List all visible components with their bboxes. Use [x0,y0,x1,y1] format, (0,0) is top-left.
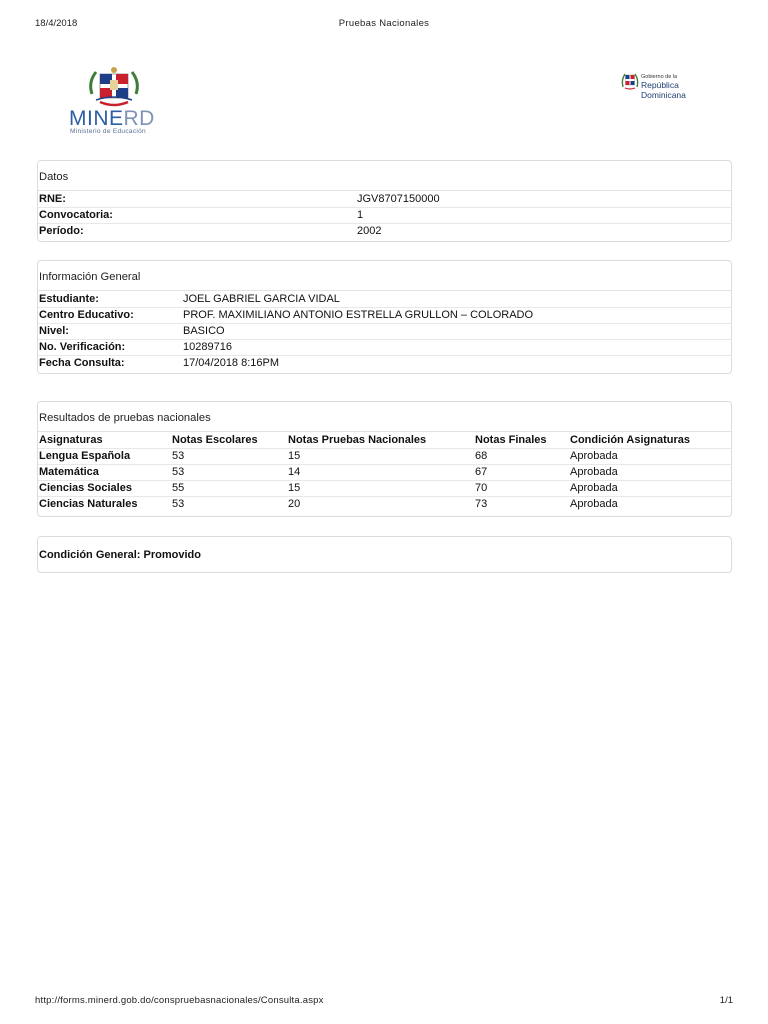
gobierno-small-text: Gobierno de la [641,74,678,80]
table-row [38,355,731,371]
subject-cell: Ciencias Naturales [38,496,171,512]
table-cell: 70 [474,480,569,496]
field-value: PROF. MAXIMILIANO ANTONIO ESTRELLA GRULLON – COLORADO [182,307,731,323]
resultados-panel [37,401,732,517]
field-label: No. Verificación: [38,339,182,355]
table-cell: Aprobada [569,480,731,496]
table-cell: 73 [474,496,569,512]
table-row [38,207,731,223]
table-cell: 20 [287,496,474,512]
minerd-subtitle: Ministerio de Educación [70,128,146,135]
datos-table [38,191,731,239]
print-header [35,18,733,32]
field-label: Estudiante: [39,292,99,305]
page-count: 1/1 [719,995,733,1006]
informacion-table [38,291,731,371]
table-cell: 15 [287,480,474,496]
column-header: Notas Escolares [172,433,258,446]
table-cell: 68 [474,448,569,464]
field-label: Centro Educativo: [38,307,182,323]
field-value: 1 [356,207,731,223]
subject-cell: Lengua Española [38,448,171,464]
table-cell: 53 [171,464,287,480]
field-label: Período: [38,223,356,239]
table-cell: 67 [474,464,569,480]
column-header: Notas Pruebas Nacionales [288,433,427,446]
table-cell: Aprobada [569,496,731,512]
print-url: http://forms.minerd.gob.do/conspruebasnacionales/Consulta.aspx [35,995,324,1006]
field-value: 10289716 [182,339,731,355]
table-cell: Aprobada [569,464,731,480]
coat-of-arms-icon [66,64,162,110]
condicion-general: Condición General: Promovido [39,549,201,561]
table-row [38,339,731,355]
print-title: Pruebas Nacionales [338,18,430,29]
table-row [38,464,731,480]
field-label: Fecha Consulta: [38,355,182,371]
field-value: BASICO [182,323,731,339]
field-label: RNE: [39,192,66,205]
field-value: 17/04/2018 8:16PM [182,355,731,371]
field-value: 2002 [356,223,731,239]
table-header-row [38,432,731,448]
informacion-title: Información General [38,261,731,291]
table-row [38,307,731,323]
column-header: Notas Finales [475,433,547,446]
column-header: Condición Asignaturas [570,433,690,446]
table-row [38,323,731,339]
field-label: Nivel: [38,323,182,339]
table-row [38,480,731,496]
table-cell: 53 [171,448,287,464]
gobierno-big-text: República Dominicana [641,80,686,100]
datos-title: Datos [38,161,731,191]
field-label: Convocatoria: [38,207,356,223]
table-row [38,223,731,239]
datos-panel [37,160,732,242]
table-cell: 55 [171,480,287,496]
print-date: 18/4/2018 [35,18,78,29]
minerd-logo [66,64,162,136]
subject-cell: Ciencias Sociales [38,480,171,496]
gobierno-logo [620,71,720,100]
table-row [38,496,731,512]
table-row [38,448,731,464]
table-cell: Aprobada [569,448,731,464]
field-value: JGV8707150000 [357,192,440,205]
print-footer [35,995,733,1009]
coat-of-arms-icon [620,71,640,91]
field-value: JOEL GABRIEL GARCIA VIDAL [183,292,340,305]
resultados-table [38,432,731,512]
table-row [38,191,731,207]
minerd-wordmark: MINERD [69,107,155,130]
informacion-panel [37,260,732,374]
column-header: Asignaturas [39,433,103,446]
subject-cell: Matemática [38,464,171,480]
table-row [38,291,731,307]
table-cell: 53 [171,496,287,512]
condicion-panel [37,536,732,573]
table-cell: 15 [287,448,474,464]
resultados-title: Resultados de pruebas nacionales [38,402,731,432]
table-cell: 14 [287,464,474,480]
